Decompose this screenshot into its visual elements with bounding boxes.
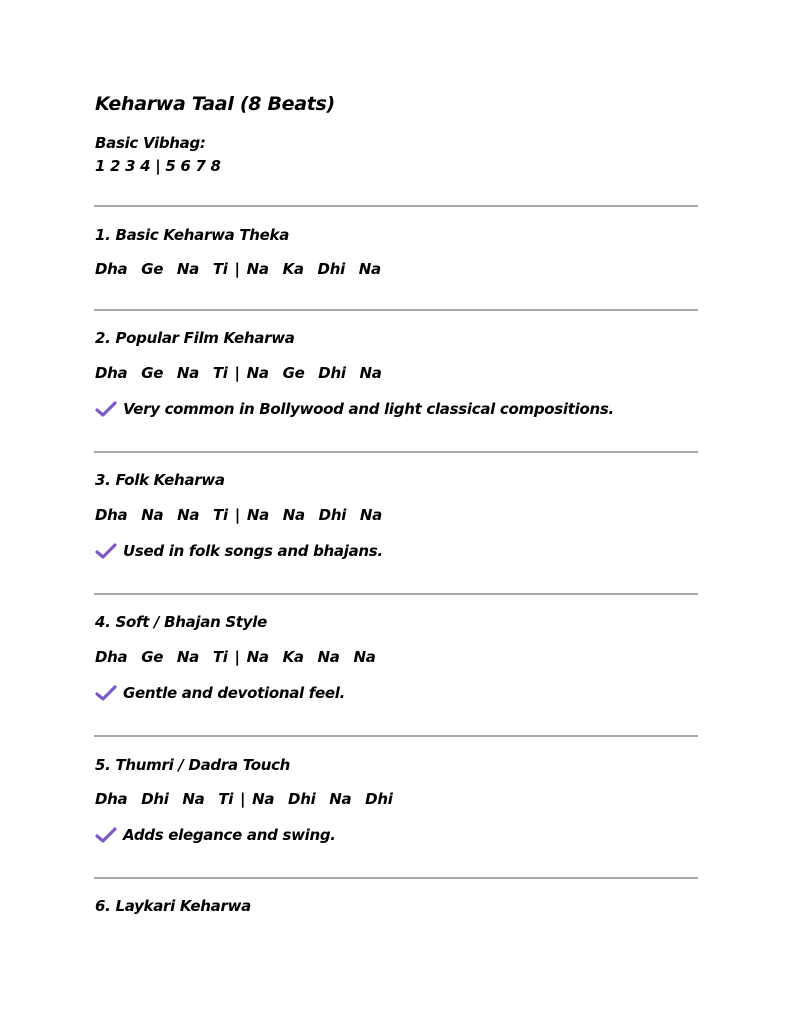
divider (94, 309, 698, 311)
section-note (95, 542, 383, 560)
section-title: 5. Thumri / Dadra Touch (95, 756, 291, 774)
section-note-text: Used in folk songs and bhajans. (123, 542, 383, 560)
checkmark-icon (95, 826, 117, 844)
divider (94, 205, 698, 207)
checkmark-icon (95, 684, 117, 702)
section-bols: Dha Ge Na Ti | Na Ka Na Na (95, 648, 376, 666)
section-title: 4. Soft / Bhajan Style (95, 613, 267, 631)
section-note-text: Adds elegance and swing. (123, 826, 336, 844)
checkmark-icon (95, 542, 117, 560)
section-bols: Dha Ge Na Ti | Na Ka Dhi Na (95, 260, 381, 278)
section-title: 6. Laykari Keharwa (95, 897, 251, 915)
divider (94, 877, 698, 879)
basic-vibhag-beats: 1 2 3 4 | 5 6 7 8 (95, 157, 221, 175)
section-bols: Dha Dhi Na Ti | Na Dhi Na Dhi (95, 790, 393, 808)
section-title: 3. Folk Keharwa (95, 471, 225, 489)
section-bols: Dha Na Na Ti | Na Na Dhi Na (95, 506, 382, 524)
section-note (95, 400, 614, 418)
section-bols: Dha Ge Na Ti | Na Ge Dhi Na (95, 364, 382, 382)
section-title: 2. Popular Film Keharwa (95, 329, 295, 347)
basic-vibhag-label: Basic Vibhag: (95, 134, 206, 152)
checkmark-icon (95, 400, 117, 418)
section-note (95, 684, 345, 702)
section-title: 1. Basic Keharwa Theka (95, 226, 290, 244)
page-title: Keharwa Taal (8 Beats) (95, 93, 335, 115)
section-note-text: Gentle and devotional feel. (123, 684, 346, 702)
section-note-text: Very common in Bollywood and light classical compositions. (123, 400, 614, 418)
section-note (95, 826, 336, 844)
divider (94, 451, 698, 453)
divider (94, 593, 698, 595)
divider (94, 735, 698, 737)
